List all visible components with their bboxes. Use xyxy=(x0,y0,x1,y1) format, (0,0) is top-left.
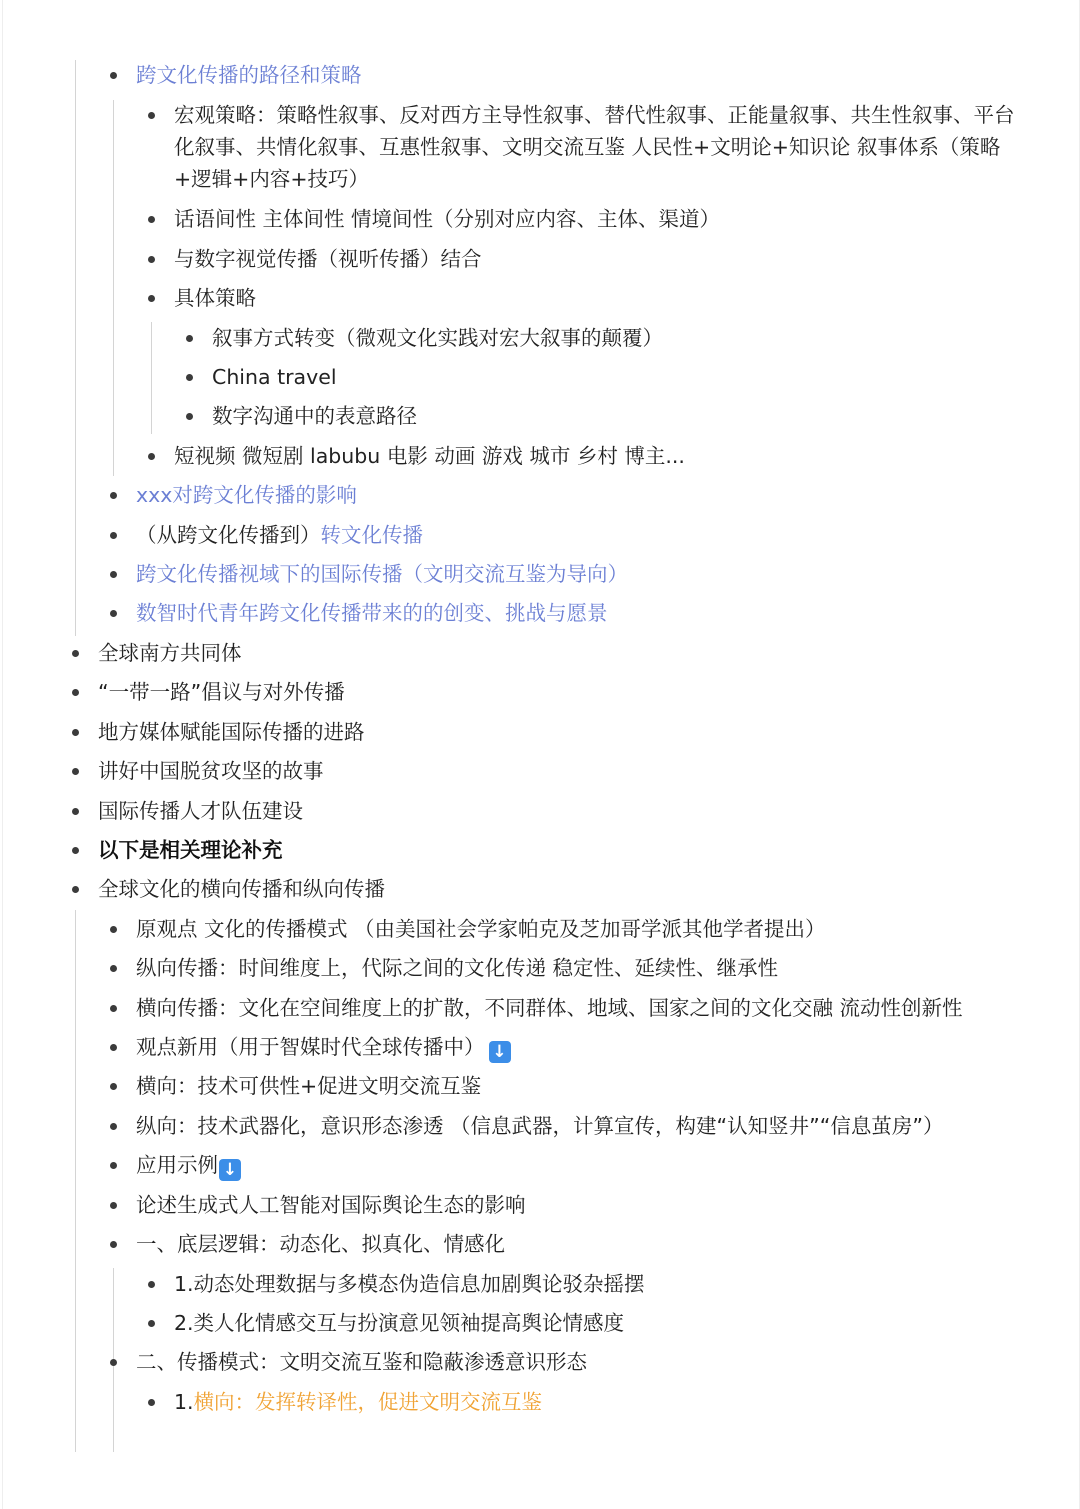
bullet xyxy=(110,926,117,933)
list-item: 全球南方共同体 xyxy=(98,641,242,665)
down-arrow-icon: ↓ xyxy=(219,1159,241,1181)
bullet xyxy=(186,413,193,420)
list-item-mixed xyxy=(136,519,423,551)
indent-guide-level2-b xyxy=(75,910,76,1452)
list-item: 地方媒体赋能国际传播的进路 xyxy=(98,720,365,744)
bullet xyxy=(110,1044,117,1051)
bullet xyxy=(110,532,117,539)
list-item-link[interactable]: 跨文化传播的路径和策略 xyxy=(136,63,362,87)
list-item: 纵向：技术武器化，意识形态渗透 （信息武器，计算宣传，构建“认知竖井”“信息茧房”） xyxy=(136,1114,944,1138)
bullet xyxy=(110,72,117,79)
list-item: 话语间性 主体间性 情境间性（分别对应内容、主体、渠道） xyxy=(174,207,721,231)
list-item: 全球文化的横向传播和纵向传播 xyxy=(98,877,385,901)
indent-guide-level4 xyxy=(151,322,152,434)
bullet xyxy=(110,1359,117,1366)
list-item-text: 应用示例 xyxy=(136,1153,218,1177)
list-item: “一带一路”倡议与对外传播 xyxy=(98,680,345,704)
bullet xyxy=(110,1241,117,1248)
bullet xyxy=(110,492,117,499)
list-item-prefix: （从跨文化传播到） xyxy=(136,523,321,547)
down-arrow-icon: ↓ xyxy=(489,1041,511,1063)
list-item-link[interactable]: 数智时代青年跨文化传播带来的的创变、挑战与愿景 xyxy=(136,601,608,625)
list-item: 短视频 微短剧 labubu 电影 动画 游戏 城市 乡村 博主... xyxy=(174,444,685,468)
list-item: 2.类人化情感交互与扮演意见领袖提高舆论情感度 xyxy=(174,1311,625,1335)
bullet xyxy=(110,1123,117,1130)
list-item-text: 观点新用（用于智媒时代全球传播中） xyxy=(136,1035,485,1059)
list-item-bold: 以下是相关理论补充 xyxy=(98,838,283,862)
list-item: 1.动态处理数据与多模态伪造信息加剧舆论驳杂摇摆 xyxy=(174,1272,645,1296)
list-item: 数字沟通中的表意路径 xyxy=(212,404,417,428)
bullet xyxy=(110,1202,117,1209)
list-item: 一、底层逻辑：动态化、拟真化、情感化 xyxy=(136,1232,505,1256)
bullet xyxy=(148,216,155,223)
indent-guide-level2 xyxy=(75,60,76,636)
bullet xyxy=(110,571,117,578)
list-item: 论述生成式人工智能对国际舆论生态的影响 xyxy=(136,1193,526,1217)
bullet xyxy=(148,295,155,302)
bullet xyxy=(72,689,79,696)
list-item: China travel xyxy=(212,365,337,389)
bullet xyxy=(110,1083,117,1090)
list-item-link[interactable]: 转文化传播 xyxy=(320,523,423,547)
bullet xyxy=(72,808,79,815)
highlighted-text: 横向：发挥转译性，促进文明交流互鉴 xyxy=(193,1390,543,1414)
bullet xyxy=(148,1281,155,1288)
list-item-link[interactable]: xxx对跨文化传播的影响 xyxy=(136,483,357,507)
bullet xyxy=(72,886,79,893)
list-item: 国际传播人才队伍建设 xyxy=(98,799,303,823)
list-item: 与数字视觉传播（视听传播）结合 xyxy=(174,247,482,271)
list-item-link[interactable]: 跨文化传播视域下的国际传播（文明交流互鉴为导向） xyxy=(136,562,628,586)
bullet xyxy=(72,847,79,854)
list-item-mixed xyxy=(174,1386,542,1418)
bullet xyxy=(148,1320,155,1327)
bullet xyxy=(110,1162,117,1169)
indent-guide-level3 xyxy=(113,100,114,476)
list-item: 宏观策略：策略性叙事、反对西方主导性叙事、替代性叙事、正能量叙事、共生性叙事、平台化叙事、共情化叙事、互惠性叙事、文明交流互鉴 人民性+文明论+知识论 叙事体系（策略+逻辑+内容+技巧） xyxy=(174,103,1015,191)
bullet xyxy=(148,453,155,460)
list-item: 原观点 文化的传播模式 （由美国社会学家帕克及芝加哥学派其他学者提出） xyxy=(136,917,826,941)
list-item: 二、传播模式：文明交流互鉴和隐蔽渗透意识形态 xyxy=(136,1350,587,1374)
list-item: 横向传播：文化在空间维度上的扩散，不同群体、地域、国家之间的文化交融 流动性创新性 xyxy=(136,996,963,1020)
bullet xyxy=(148,256,155,263)
bullet xyxy=(148,112,155,119)
list-item: 讲好中国脱贫攻坚的故事 xyxy=(98,759,324,783)
list-item xyxy=(136,1149,241,1181)
bullet xyxy=(186,374,193,381)
bullet xyxy=(110,965,117,972)
list-item: 横向：技术可供性+促进文明交流互鉴 xyxy=(136,1074,482,1098)
list-item-prefix: 1. xyxy=(174,1390,194,1414)
list-item: 具体策略 xyxy=(174,286,256,310)
bullet xyxy=(72,729,79,736)
list-item: 叙事方式转变（微观文化实践对宏大叙事的颠覆） xyxy=(212,326,663,350)
bullet xyxy=(186,335,193,342)
bullet xyxy=(148,1399,155,1406)
bullet xyxy=(72,768,79,775)
list-item: 纵向传播：时间维度上，代际之间的文化传递 稳定性、延续性、继承性 xyxy=(136,956,779,980)
list-item xyxy=(136,1031,511,1063)
bullet xyxy=(72,650,79,657)
bullet xyxy=(110,610,117,617)
bullet xyxy=(110,1005,117,1012)
